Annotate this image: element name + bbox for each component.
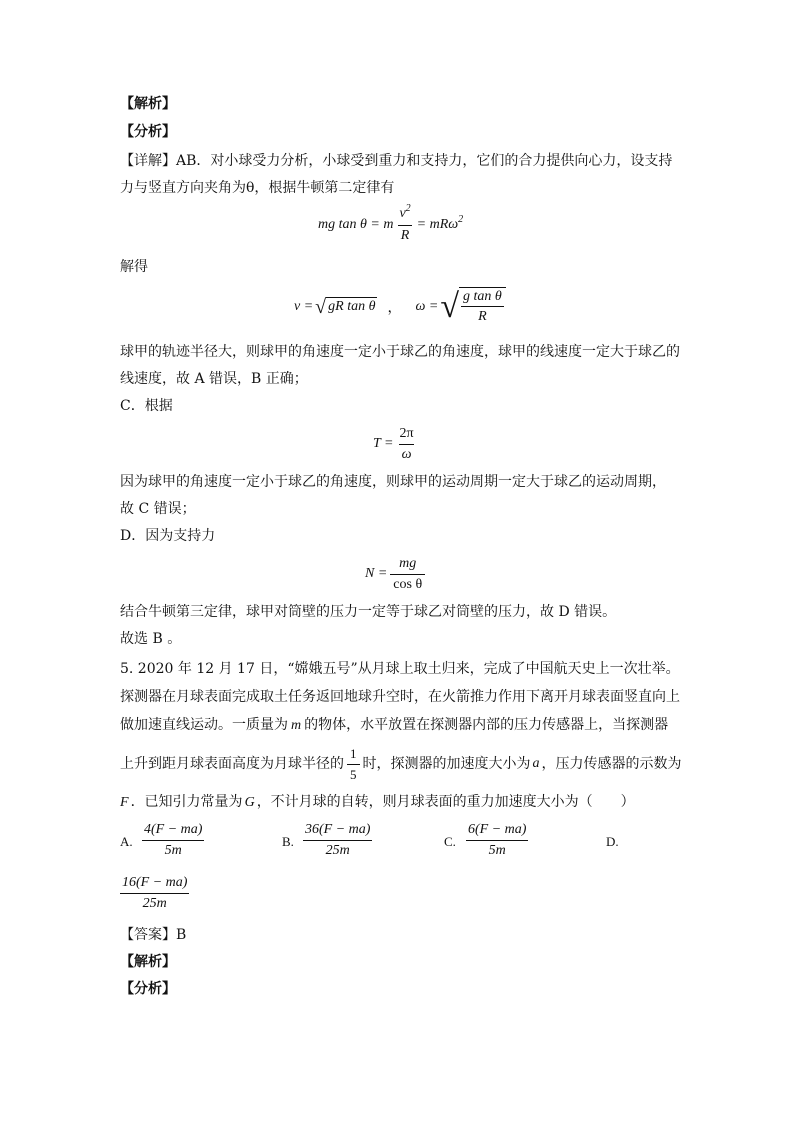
equation-velocity-omega xyxy=(294,285,506,329)
text-line-period: 因为球甲的角速度一定小于球乙的角速度，则球甲的运动周期一定大于球乙的运动周期， xyxy=(120,474,666,490)
option-c-label: C. xyxy=(444,834,456,849)
option-a-den: 5m xyxy=(142,840,204,859)
eq3-left: T = xyxy=(373,436,394,451)
option-c-intro: C．根据 xyxy=(120,398,173,414)
option-d-expression xyxy=(120,875,189,912)
q5-line-4-c: ，压力传感器的示数为 xyxy=(541,756,682,772)
option-b-den: 25m xyxy=(303,840,372,859)
q5-var-G: G xyxy=(244,795,255,810)
q5-line-5-b: ，不计月球的自转，则月球表面的重力加速度大小为（ ） xyxy=(256,794,635,810)
option-c-expression xyxy=(466,822,528,859)
detail-text-line-2: 力与竖直方向夹角为θ，根据牛顿第二定律有 xyxy=(120,180,395,196)
text-line-linear-velocity: 线速度，故 A 错误，B 正确； xyxy=(120,371,308,387)
option-c-den: 5m xyxy=(466,840,528,859)
eq2-omega-den: R xyxy=(461,306,504,324)
equation-newton-second-law xyxy=(318,203,463,247)
q5-line-2: 探测器在月球表面完成取土任务返回地球升空时，在火箭推力作用下离开月球表面竖直向上 xyxy=(120,689,680,705)
eq4-num: mg xyxy=(399,555,417,571)
q5-line-3-b: 的物体，水平放置在探测器内部的压力传感器上，当探测器 xyxy=(304,717,669,733)
q5-line-4-b: 时，探测器的加速度大小为 xyxy=(362,756,531,772)
eq3-fraction xyxy=(396,426,416,463)
option-b-expression xyxy=(303,822,372,859)
equation-period xyxy=(373,422,420,466)
q5-fraction-one-fifth xyxy=(347,746,360,783)
analysis-sub-heading: 【分析】 xyxy=(120,124,176,140)
eq4-den: cos θ xyxy=(390,574,425,593)
eq1-num-sup: 2 xyxy=(405,203,411,214)
option-d-intro: D．因为支持力 xyxy=(120,528,216,544)
q5-line-3-a: 做加速直线运动。一质量为 xyxy=(120,717,288,733)
text-line-third-law: 结合牛顿第三定律，球甲对筒壁的压力一定等于球乙对筒壁的压力，故 D 错误。 xyxy=(120,604,617,620)
option-a-expression xyxy=(142,822,204,859)
eq2-v-radicand: gR tan θ xyxy=(326,297,377,317)
eq1-right: = mRω xyxy=(416,217,459,232)
eq1-right-sup: 2 xyxy=(458,213,464,225)
detail-text-line-1: 【详解】AB．对小球受力分析，小球受到重力和支持力，它们的合力提供向心力，设支持 xyxy=(120,153,673,169)
text-line-angular-velocity: 球甲的轨迹半径大，则球甲的角速度一定小于球乙的角速度，球甲的线速度一定大于球乙的 xyxy=(120,344,680,360)
eq1-left: mg tan θ = m xyxy=(318,217,394,232)
option-d-den: 25m xyxy=(120,893,189,912)
q5-line-5 xyxy=(120,792,635,813)
option-c-num: 6(F − ma) xyxy=(468,822,527,837)
eq1-num: v xyxy=(399,206,406,221)
eq4-fraction xyxy=(390,556,425,593)
option-a-num: 4(F − ma) xyxy=(144,822,203,837)
option-d-num: 16(F − ma) xyxy=(122,875,188,890)
eq2-omega-num: g tan θ xyxy=(463,289,502,304)
sqrt-velocity: √ gR tan θ xyxy=(315,296,376,318)
eq2-separator: ， xyxy=(387,301,402,316)
solve-label: 解得 xyxy=(120,259,148,275)
q5-line-3 xyxy=(120,715,668,736)
q5-analysis-heading: 【解析】 xyxy=(120,954,176,970)
eq1-fraction xyxy=(396,203,413,244)
option-b-num: 36(F − ma) xyxy=(305,822,371,837)
answer-line: 【答案】B xyxy=(120,927,187,943)
q5-var-a: a xyxy=(532,756,540,771)
q5-line-4 xyxy=(120,744,682,784)
eq2-omega-left: ω = xyxy=(415,299,439,314)
eq1-den: R xyxy=(398,225,413,244)
q5-analysis-sub-heading: 【分析】 xyxy=(120,981,176,997)
q5-frac-den: 5 xyxy=(347,764,360,783)
option-d-label: D. xyxy=(606,834,619,849)
q5-line-4-a: 上升到距月球表面高度为月球半径的 xyxy=(120,756,344,772)
q5-frac-num: 1 xyxy=(350,745,357,761)
eq3-num: 2π xyxy=(399,425,414,441)
eq3-den: ω xyxy=(399,444,415,463)
choose-answer-line: 故选 B 。 xyxy=(120,631,182,647)
analysis-heading: 【解析】 xyxy=(120,96,176,112)
q5-var-F: F xyxy=(120,795,129,810)
sqrt-omega: √ $\frac{\text{g tan θ}}{R}$ xyxy=(440,287,505,327)
q5-var-m: m xyxy=(291,718,302,733)
equation-normal-force xyxy=(365,552,428,596)
eq4-left: N = xyxy=(365,566,388,581)
option-a-label: A. xyxy=(120,834,133,849)
q5-line-5-a: ．已知引力常量为 xyxy=(130,794,243,810)
option-b-label: B. xyxy=(282,834,294,849)
text-line-c-wrong: 故 C 错误； xyxy=(120,501,196,517)
eq2-v-left: v = xyxy=(294,299,314,314)
q5-line-1: 5. 2020 年 12 月 17 日，“嫦娥五号”从月球上取土归来，完成了中国航天史上一次壮举。 xyxy=(120,661,680,677)
